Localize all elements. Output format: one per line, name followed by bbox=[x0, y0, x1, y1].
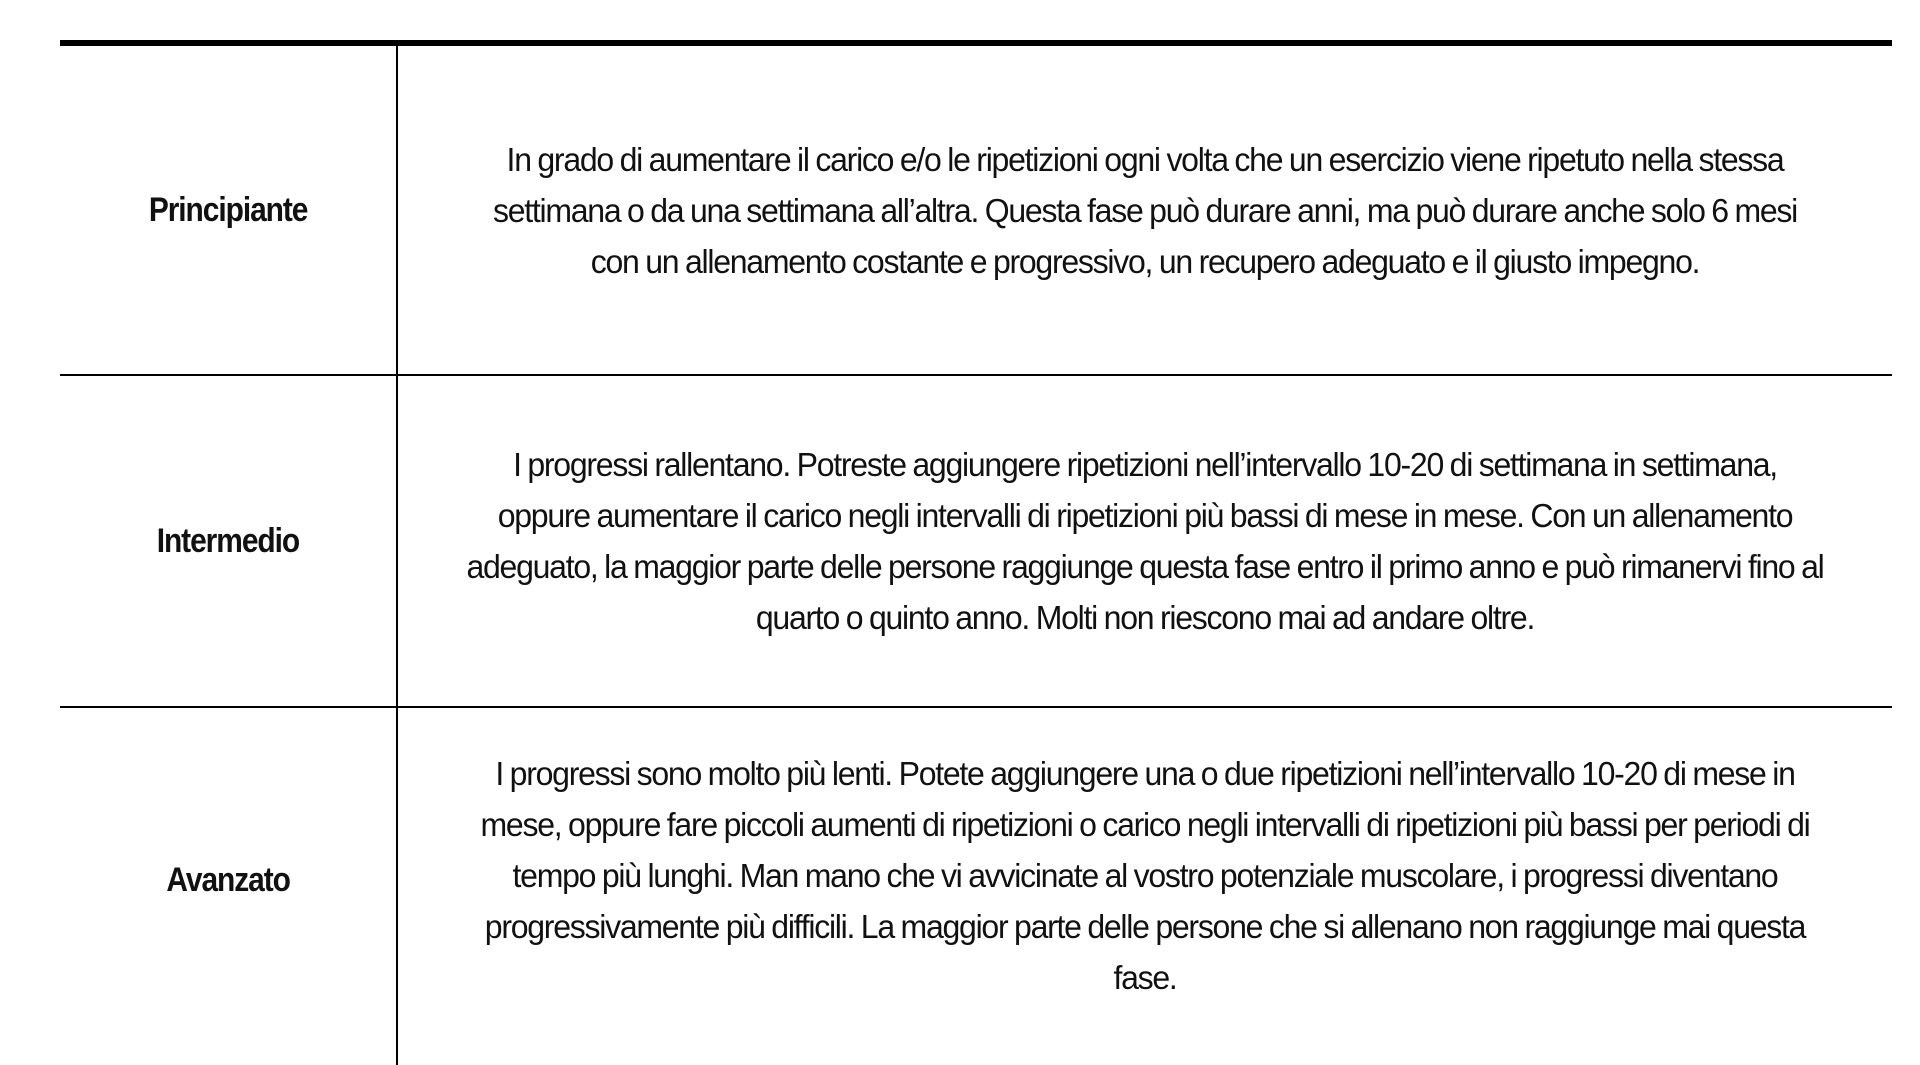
level-name-avanzato: Avanzato bbox=[166, 861, 290, 899]
level-name-cell bbox=[60, 376, 398, 706]
table-row-principiante bbox=[60, 46, 1892, 376]
table-row-intermedio bbox=[60, 376, 1892, 708]
table-row-avanzato bbox=[60, 708, 1892, 1065]
level-name-intermedio: Intermedio bbox=[156, 521, 300, 560]
level-name-principiante: Principiante bbox=[148, 190, 308, 229]
level-description-cell bbox=[398, 708, 1892, 1065]
level-description-principiante: In grado di aumentare il carico e/o le ripetizioni ogni volta che un esercizio viene ripetuto nella stessa settimana o da una settimana all’altra. Questa fase può durare anni, ma può durare anche solo 6 mesi con un allenamento costante e progressivo, un recupero adeguato e il giusto impegno. bbox=[492, 140, 1798, 280]
level-description-intermedio: I progressi rallentano. Potreste aggiungere ripetizioni nell’intervallo 10-20 di settimana in settimana, oppure aumentare il carico negli intervalli di ripetizioni più bassi di mese in mese. Con un allenamento adeguato, la maggior parte delle persone raggiunge questa fase entro il primo anno e può rimanervi fino al quarto o quinto anno. Molti non riescono mai ad andare oltre. bbox=[466, 446, 1824, 636]
level-description-cell bbox=[398, 46, 1892, 374]
level-name-cell bbox=[60, 708, 398, 1065]
training-level-table bbox=[60, 40, 1892, 1065]
level-description-avanzato: I progressi sono molto più lenti. Potete aggiungere una o due ripetizioni nell’intervallo 10-20 di mese in mese, oppure fare piccoli aumenti di ripetizioni o carico negli intervalli di ripetizioni più bassi per periodi di tempo più lunghi. Man mano che vi avvicinate al vostro potenziale muscolare, i progressi diventano progressivamente più difficili. La maggior parte delle persone che si allenano non raggiunge mai questa fase. bbox=[480, 755, 1810, 996]
level-name-cell bbox=[60, 46, 398, 374]
level-description-cell bbox=[398, 376, 1892, 706]
